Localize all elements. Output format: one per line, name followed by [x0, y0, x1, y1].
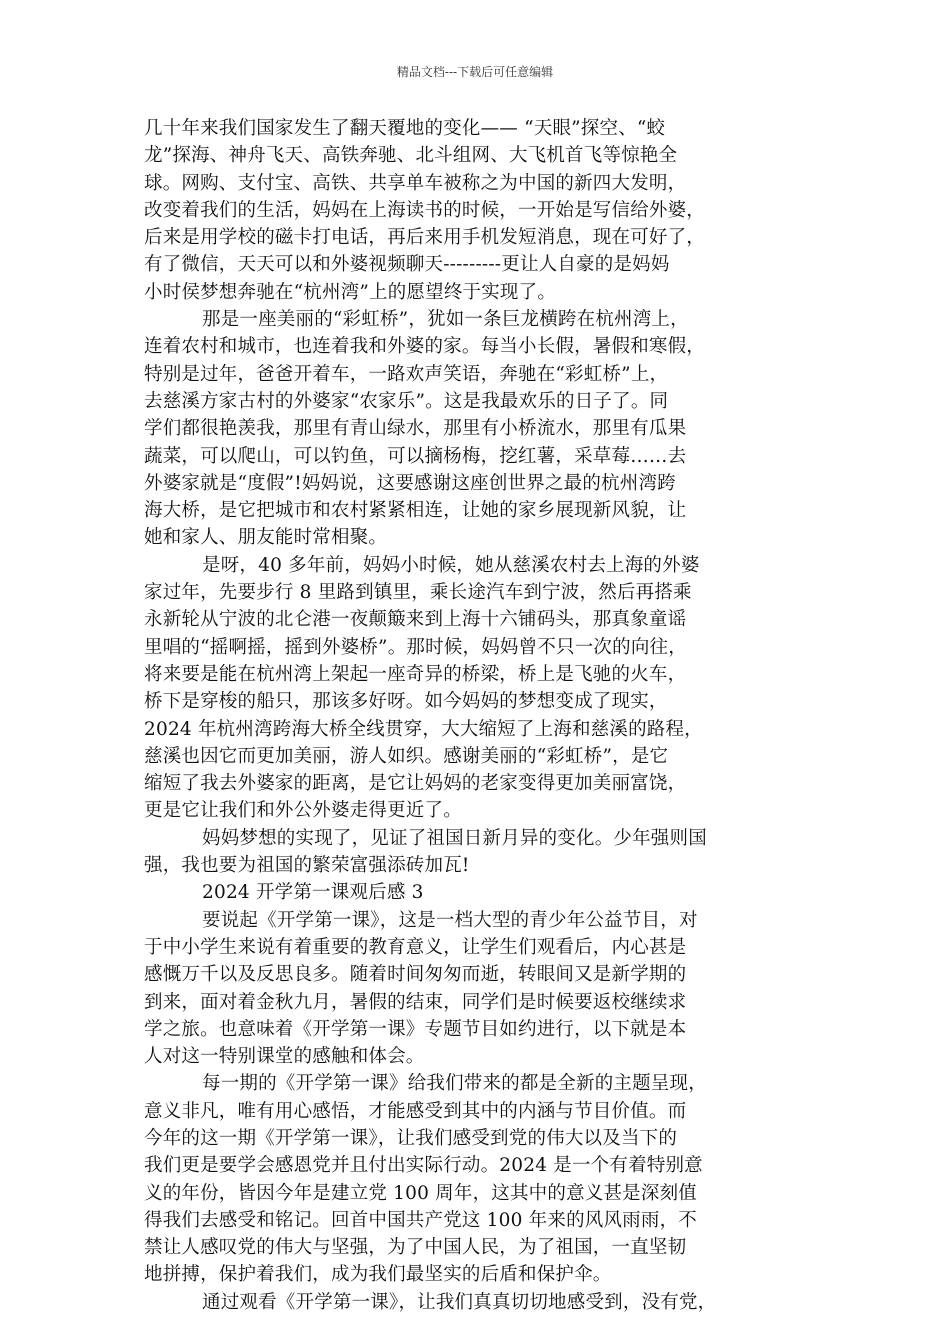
text-line: 将来要是能在杭州湾上架起一座奇异的桥梁，桥上是飞驰的火车，: [144, 663, 687, 685]
text-line: 到来，面对着金秋九月，暑假的结束，同学们是时候要返校继续求: [144, 991, 687, 1013]
text-line: 蔬菜，可以爬山，可以钓鱼，可以摘杨梅，挖红薯，采草莓……去: [144, 445, 687, 467]
text-line: 感慨万千以及反思良多。随着时间匆匆而逝，转眼间又是新学期的: [144, 964, 687, 986]
text-line: 那是一座美丽的“彩虹桥”，犹如一条巨龙横跨在杭州湾上，: [202, 309, 689, 331]
text-line: 有了微信，天天可以和外婆视频聊天---------更让人自豪的是妈妈: [144, 254, 670, 276]
text-line: 妈妈梦想的实现了，见证了祖国日新月异的变化。少年强则国: [202, 827, 707, 849]
text-line: 义的年份，皆因今年是建立党 100 周年，这其中的意义甚是深刻值: [144, 1182, 697, 1204]
text-line: 里唱的“摇啊摇，摇到外婆桥”。那时候，妈妈曾不只一次的向往，: [144, 636, 687, 658]
text-line: 通过观看《开学第一课》，让我们真真切切地感受到，没有党，: [202, 1291, 717, 1313]
text-line: 我们更是要学会感恩党并且付出实际行动。2024 是一个有着特别意: [144, 1155, 703, 1177]
text-line: 强，我也要为祖国的繁荣富强添砖加瓦!: [144, 855, 470, 877]
text-line: 学之旅。也意味着《开学第一课》专题节目如约进行，以下就是本: [144, 1018, 687, 1040]
text-line: 每一期的《开学第一课》给我们带来的都是全新的主题呈现，: [202, 1073, 707, 1095]
text-line: 桥下是穿梭的船只，那该多好呀。如今妈妈的梦想变成了现实，: [144, 691, 668, 713]
text-line: 要说起《开学第一课》，这是一档大型的青少年公益节目，对: [202, 909, 698, 931]
text-line: 外婆家就是“度假”!妈妈说，这要感谢这座创世界之最的杭州湾跨: [144, 472, 676, 494]
text-line: 学们都很艳羡我，那里有青山绿水，那里有小桥流水，那里有瓜果: [144, 418, 687, 440]
text-line: 意义非凡，唯有用心感悟，才能感受到其中的内涵与节目价值。而: [144, 1100, 687, 1122]
text-line: 去慈溪方家古村的外婆家“农家乐”。这是我最欢乐的日子了。同: [144, 390, 669, 412]
text-line: 后来是用学校的磁卡打电话，再后来用手机发短消息，现在可好了，: [144, 227, 706, 249]
text-line: 更是它让我们和外公外婆走得更近了。: [144, 800, 462, 822]
page-header: 精品文档---下载后可任意编辑: [396, 65, 554, 79]
text-line: 她和家人、朋友能时常相聚。: [144, 527, 388, 549]
text-line: 海大桥，是它把城市和农村紧紧相连，让她的家乡展现新风貌，让: [144, 500, 687, 522]
text-line: 球。网购、支付宝、高铁、共享单车被称之为中国的新四大发明，: [144, 172, 687, 194]
text-line: 缩短了我去外婆家的距离，是它让妈妈的老家变得更加美丽富饶，: [144, 773, 687, 795]
text-line: 连着农村和城市，也连着我和外婆的家。每当小长假，暑假和寒假，: [144, 336, 706, 358]
text-line: 慈溪也因它而更加美丽，游人如织。感谢美丽的“彩虹桥”，是它: [144, 745, 669, 767]
text-line: 是呀，40 多年前，妈妈小时候，她从慈溪农村去上海的外婆: [202, 554, 700, 576]
text-line: 改变着我们的生活，妈妈在上海读书的时候，一开始是写信给外婆，: [144, 199, 706, 221]
text-line: 于中小学生来说有着重要的教育意义，让学生们观看后，内心甚是: [144, 936, 687, 958]
text-line: 得我们去感受和铭记。回首中国共产党这 100 年来的风风雨雨，不: [144, 1209, 697, 1231]
text-line: 禁让人感叹党的伟大与坚强，为了中国人民，为了祖国，一直坚韧: [144, 1237, 687, 1259]
document-body: [144, 115, 824, 1316]
text-line: 2024 年杭州湾跨海大桥全线贯穿，大大缩短了上海和慈溪的路程，: [144, 718, 703, 740]
text-line: 龙”探海、神舟飞天、高铁奔驰、北斗组网、大飞机首飞等惊艳全: [144, 145, 678, 167]
text-line: 2024 开学第一课观后感 3: [202, 882, 424, 904]
text-line: 人对这一特别课堂的感触和体会。: [144, 1046, 425, 1068]
text-line: 今年的这一期《开学第一课》，让我们感受到党的伟大以及当下的: [144, 1127, 678, 1149]
text-line: 特别是过年，爸爸开着车，一路欢声笑语，奔驰在“彩虹桥”上，: [144, 363, 669, 385]
text-line: 几十年来我们国家发生了翻天覆地的变化—— “天眼”探空、“蛟: [144, 118, 666, 139]
text-line: 永新轮从宁波的北仑港一夜颠簸来到上海十六铺码头，那真象童谣: [144, 609, 687, 631]
text-line: 家过年，先要步行 8 里路到镇里，乘长途汽车到宁波，然后再搭乘: [144, 582, 692, 604]
text-line: 小时侯梦想奔驰在“杭州湾”上的愿望终于实现了。: [144, 281, 557, 303]
text-line: 地拼搏，保护着我们，成为我们最坚实的后盾和保护伞。: [144, 1264, 612, 1286]
